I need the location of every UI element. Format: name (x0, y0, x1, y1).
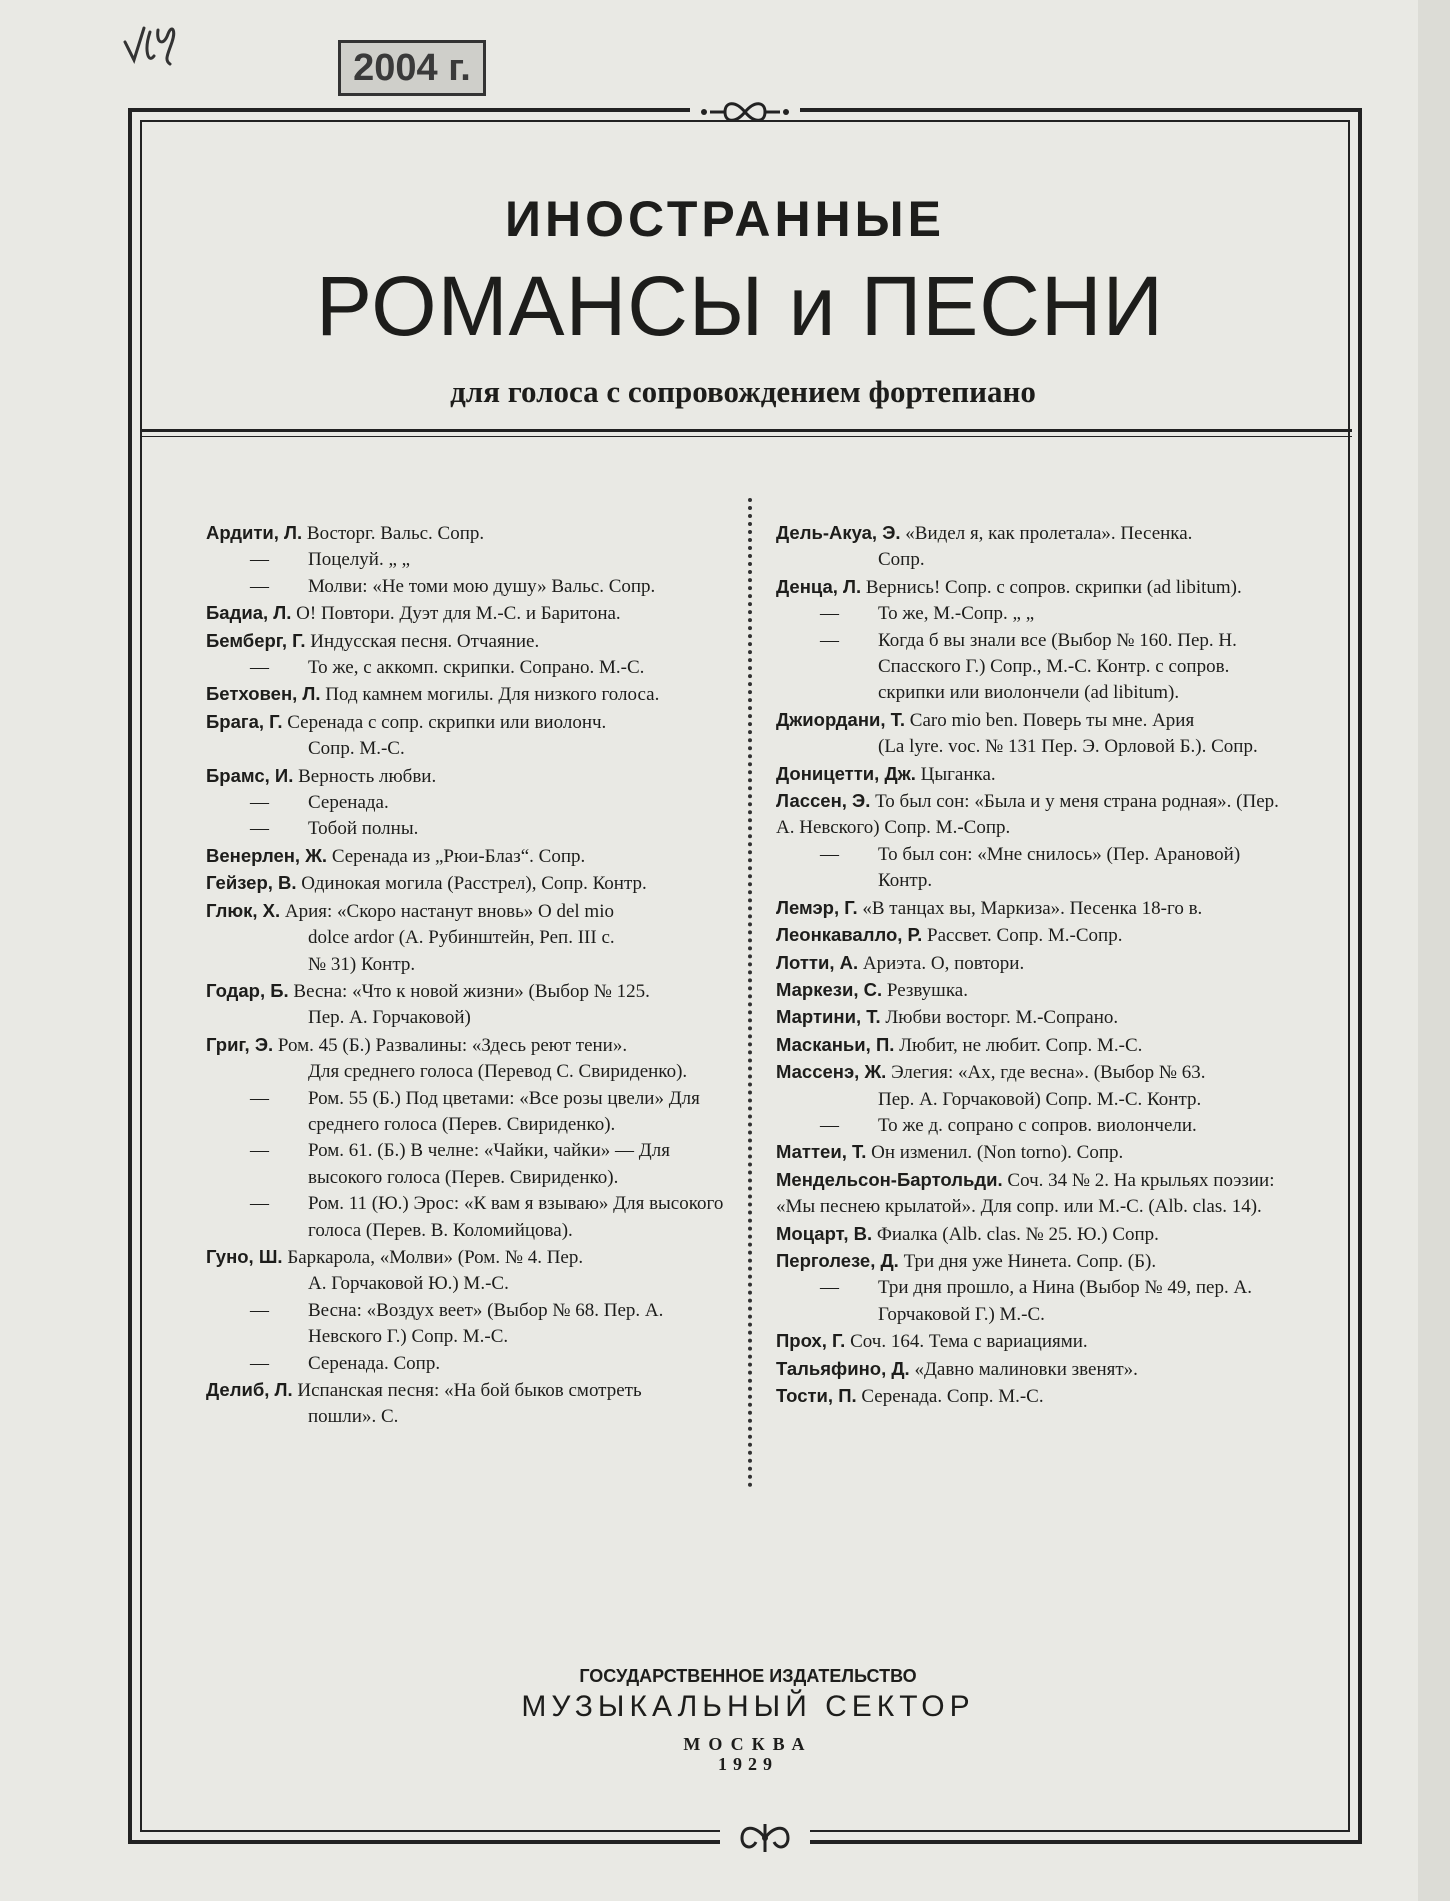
header-rule-thin (140, 436, 1352, 437)
composer-name: Глюк, Х. (206, 899, 281, 921)
catalog-entry (206, 790, 726, 816)
entry-continuation: Для среднего голоса (Перевод С. Свириденко). (308, 1061, 688, 1083)
work-title: Весна: «Что к новой жизни» (Выбор № 125. (293, 980, 650, 1002)
catalog-entry (206, 1377, 726, 1404)
catalog-entry (206, 1351, 726, 1377)
composer-name: Делиб, Л. (206, 1379, 293, 1400)
composer-name: Лотти, А. (776, 951, 859, 973)
catalog-entry (206, 681, 726, 708)
catalog-entry (776, 601, 1296, 627)
work-title: Ром. 61. (Б.) В челне: «Чайки, чайки» — Для высокого голоса (Перев. Свириденко). (308, 1140, 670, 1188)
catalog-entry (776, 1356, 1296, 1383)
catalog-entry (206, 520, 726, 547)
composer-name: Годар, Б. (206, 979, 289, 1001)
catalog-right-column (776, 520, 1296, 1410)
catalog-entry (206, 709, 726, 736)
catalog-entry (776, 895, 1296, 922)
composer-name: Лассен, Э. (776, 790, 871, 812)
catalog-left-column (206, 520, 726, 1431)
composer-name: Ардити, Л. (206, 522, 303, 543)
catalog-entry (206, 628, 726, 655)
catalog-entry (206, 600, 726, 627)
work-title: Молви: «Не томи мою душу» Вальс. Сопр. (308, 575, 656, 597)
catalog-entry (206, 1059, 726, 1085)
composer-name: Григ, Э. (206, 1033, 274, 1055)
catalog-entry (776, 1221, 1296, 1248)
work-title: То был сон: «Была и у меня страна родная». (Пер. А. Невского) Сопр. М.-Сопр. (776, 791, 1279, 839)
catalog-entry (206, 655, 726, 681)
composer-name: Денца, Л. (776, 575, 862, 597)
ditto-dash: — (820, 843, 839, 865)
work-title: То был сон: «Мне снилось» (Пер. Арановой) Контр. (878, 843, 1241, 892)
ditto-dash: — (250, 657, 269, 679)
catalog-entry (206, 898, 726, 925)
catalog-entry (206, 1271, 726, 1297)
work-title: Вернись! Сопр. с сопров. скрипки (ad libitum). (865, 576, 1242, 598)
work-title: Ром. 11 (Ю.) Эрос: «К вам я взываю» Для высокого голоса (Перев. В. Коломийцова). (308, 1193, 724, 1241)
catalog-entry (206, 1138, 726, 1191)
work-title: Серенада. Сопр. М.-С. (861, 1386, 1044, 1407)
ditto-dash: — (250, 1352, 269, 1374)
catalog-entry (776, 547, 1296, 573)
catalog-entry (206, 816, 726, 842)
ditto-dash: — (250, 1299, 269, 1321)
catalog-entry (776, 842, 1296, 895)
work-title: О! Повтори. Дуэт для М.-С. и Баритона. (296, 603, 621, 625)
composer-name: Массенэ, Ж. (776, 1061, 887, 1083)
ditto-dash: — (250, 549, 269, 571)
catalog-entry (206, 925, 726, 951)
composer-name: Перголезе, Д. (776, 1249, 899, 1271)
work-title: Одинокая могила (Расстрел), Сопр. Контр. (301, 873, 647, 895)
top-ornament-icon (690, 98, 800, 126)
column-separator (748, 498, 752, 1488)
entry-continuation: Сопр. М.-С. (308, 738, 405, 760)
composer-name: Бетховен, Л. (206, 683, 321, 705)
composer-name: Масканьи, П. (776, 1033, 895, 1055)
work-title: Под камнем могилы. Для низкого голоса. (325, 684, 660, 706)
publisher-line: ГОСУДАРСТВЕННОЕ ИЗДАТЕЛЬСТВО (579, 1666, 917, 1686)
catalog-entry (776, 1032, 1296, 1059)
composer-name: Венерлен, Ж. (206, 844, 328, 866)
catalog-entry (206, 1244, 726, 1271)
catalog-entry (776, 1328, 1296, 1355)
composer-name: Леонкавалло, Р. (776, 924, 923, 946)
work-title: «Давно малиновки звенят». (914, 1358, 1138, 1380)
work-title: Баркарола, «Молви» (Ром. № 4. Пер. (287, 1246, 584, 1268)
work-title: Соч. 34 № 2. На крыльях поэзии: «Мы песнею крылатой». Для сопр. или М.-С. (Alb. clas. 14). (776, 1169, 1275, 1218)
ditto-dash: — (250, 1087, 269, 1109)
work-title: «В танцах вы, Маркиза». Песенка 18-го в. (862, 897, 1203, 919)
catalog-entry (206, 1298, 726, 1351)
composer-name: Прох, Г. (776, 1330, 846, 1352)
catalog-entry (206, 547, 726, 573)
work-title: Цыганка. (920, 763, 996, 785)
work-title: Три дня уже Нинета. Сопр. (Б). (903, 1250, 1157, 1272)
publication-year: 1929 (718, 1754, 778, 1774)
work-title: Ариэта. О, повтори. (862, 952, 1025, 974)
catalog-entry (776, 977, 1296, 1004)
work-title: То же, М.-Сопр. „ „ (878, 603, 1035, 625)
work-title: Тобой полны. (308, 818, 419, 840)
composer-name: Бадиа, Л. (206, 602, 292, 624)
catalog-entry (776, 707, 1296, 734)
composer-name: Маркези, С. (776, 978, 883, 1000)
composer-name: Бемберг, Г. (206, 629, 306, 651)
work-title: Ария: «Скоро настанут вновь» O del mio (284, 900, 614, 922)
work-title: Серенада из „Рюи-Блаз“. Сопр. (331, 845, 586, 867)
catalog-entry (776, 1004, 1296, 1031)
ditto-dash: — (250, 1193, 269, 1215)
composer-name: Гуно, Ш. (206, 1245, 283, 1267)
composer-name: Тости, П. (776, 1385, 857, 1406)
composer-name: Мартини, Т. (776, 1006, 881, 1028)
work-title: «Видел я, как пролетала». Песенка. (905, 523, 1193, 544)
composer-name: Мендельсон-Бартольди. (776, 1168, 1003, 1190)
work-title: Любит, не любит. Сопр. М.-С. (899, 1034, 1143, 1056)
catalog-entry (776, 761, 1296, 788)
catalog-entry (776, 950, 1296, 977)
work-title: То же, с аккомп. скрипки. Сопрано. М.-С. (308, 657, 645, 679)
catalog-entry (776, 1167, 1296, 1221)
composer-name: Гейзер, В. (206, 872, 297, 894)
work-title: Он изменил. (Non torno). Сопр. (871, 1142, 1124, 1164)
catalog-entry (776, 628, 1296, 707)
work-title: Три дня прошло, а Нина (Выбор № 49, пер. А. Горчаковой Г.) М.-С. (878, 1277, 1252, 1325)
catalog-entry (776, 788, 1296, 842)
ditto-dash: — (820, 1277, 839, 1299)
ditto-dash: — (820, 603, 839, 625)
ditto-dash: — (820, 1114, 839, 1136)
catalog-entry (776, 1113, 1296, 1139)
composer-name: Доницетти, Дж. (776, 762, 916, 784)
bottom-ornament-icon (720, 1818, 810, 1858)
composer-name: Брага, Г. (206, 710, 283, 732)
work-title: Поцелуй. „ „ (308, 549, 411, 571)
work-title: Серенада с сопр. скрипки или виолонч. (287, 711, 607, 733)
catalog-entry (206, 574, 726, 600)
catalog-entry (776, 1139, 1296, 1166)
catalog-entry (206, 978, 726, 1005)
composer-name: Лемэр, Г. (776, 896, 858, 918)
catalog-entry (206, 736, 726, 762)
catalog-entry (776, 520, 1296, 547)
catalog-entry (776, 734, 1296, 760)
work-title: Верность любви. (298, 765, 437, 787)
publisher-sector: МУЗЫКАЛЬНЫЙ СЕКТОР (521, 1690, 975, 1723)
work-title: Весна: «Воздух веет» (Выбор № 68. Пер. А. Невского Г.) Сопр. М.-С. (308, 1299, 664, 1348)
catalog-entry (206, 1005, 726, 1031)
ditto-dash: — (250, 575, 269, 597)
composer-name: Тальяфино, Д. (776, 1357, 910, 1379)
work-title: То же д. сопрано с сопров. виолончели. (878, 1114, 1197, 1136)
catalog-entry (206, 870, 726, 897)
title-line-1: ИНОСТРАННЫЕ (505, 191, 945, 247)
work-title: Фиалка (Alb. clas. № 25. Ю.) Сопр. (876, 1223, 1159, 1245)
ditto-dash: — (250, 1140, 269, 1162)
catalog-entry (206, 1032, 726, 1059)
entry-continuation: Пер. А. Горчаковой) (308, 1007, 471, 1029)
ditto-dash: — (250, 792, 269, 814)
catalog-entry (206, 843, 726, 870)
entry-continuation: Сопр. (878, 549, 925, 571)
work-title: Резвушка. (886, 979, 968, 1001)
work-title: Когда б вы знали все (Выбор № 160. Пер. Н. Спасского Г.) Сопр., М.-С. Контр. с сопров. скрипки или виолончели (ad libitum). (878, 629, 1237, 704)
work-title: Элегия: «Ах, где весна». (Выбор № 63. (891, 1062, 1206, 1084)
composer-name: Джиордани, Т. (776, 708, 906, 730)
entry-continuation: dolce ardor (А. Рубинштейн, Реп. III с. (308, 927, 615, 949)
work-title: Серенада. Сопр. (308, 1352, 441, 1374)
catalog-entry (776, 1059, 1296, 1086)
catalog-entry (776, 1248, 1296, 1275)
catalog-entry (206, 1086, 726, 1139)
entry-continuation: А. Горчаковой Ю.) М.-С. (308, 1273, 509, 1295)
entry-continuation: № 31) Контр. (308, 953, 416, 975)
catalog-entry (206, 1404, 726, 1430)
title-line-2: РОМАНСЫ и ПЕСНИ (316, 259, 1164, 353)
work-title: Серенада. (308, 792, 389, 814)
entry-continuation: пошли». С. (308, 1406, 399, 1428)
composer-name: Брамс, И. (206, 764, 294, 786)
work-title: Соч. 164. Тема с вариациями. (850, 1331, 1088, 1353)
catalog-entry (776, 1087, 1296, 1113)
work-title: Восторг. Вальс. Сопр. (306, 523, 485, 544)
inventory-stamp: 2004 г. (338, 40, 486, 96)
catalog-entry (776, 922, 1296, 949)
subtitle: для голоса с сопровождением фортепиано (450, 374, 1036, 409)
header-rule (140, 429, 1352, 432)
composer-name: Маттеи, Т. (776, 1141, 867, 1163)
ditto-dash: — (250, 818, 269, 840)
catalog-entry (776, 574, 1296, 601)
catalog-entry (776, 1275, 1296, 1328)
catalog-entry (206, 952, 726, 978)
publication-city: МОСКВА (683, 1734, 813, 1754)
work-title: Ром. 45 (Б.) Развалины: «Здесь реют тени». (277, 1034, 628, 1056)
entry-continuation: (La lyre. voc. № 131 Пер. Э. Орловой Б.). Сопр. (878, 736, 1258, 758)
catalog-entry (206, 763, 726, 790)
ditto-dash: — (820, 629, 839, 651)
work-title: Испанская песня: «На бой быков смотреть (297, 1380, 642, 1401)
catalog-entry (776, 1383, 1296, 1410)
work-title: Любви восторг. М.-Сопрано. (885, 1007, 1119, 1029)
catalog-entry (206, 1191, 726, 1244)
work-title: Ром. 55 (Б.) Под цветами: «Все розы цвели» Для среднего голоса (Перев. Свириденко). (308, 1087, 700, 1135)
composer-name: Дель-Акуа, Э. (776, 522, 901, 543)
handwritten-mark (120, 20, 210, 80)
work-title: Индусская песня. Отчаяние. (310, 630, 540, 652)
composer-name: Моцарт, В. (776, 1222, 873, 1244)
work-title: Caro mio ben. Поверь ты мне. Ария (909, 709, 1195, 731)
work-title: Рассвет. Сопр. М.-Сопр. (927, 925, 1123, 947)
entry-continuation: Пер. А. Горчаковой) Сопр. М.-С. Контр. (878, 1088, 1202, 1110)
